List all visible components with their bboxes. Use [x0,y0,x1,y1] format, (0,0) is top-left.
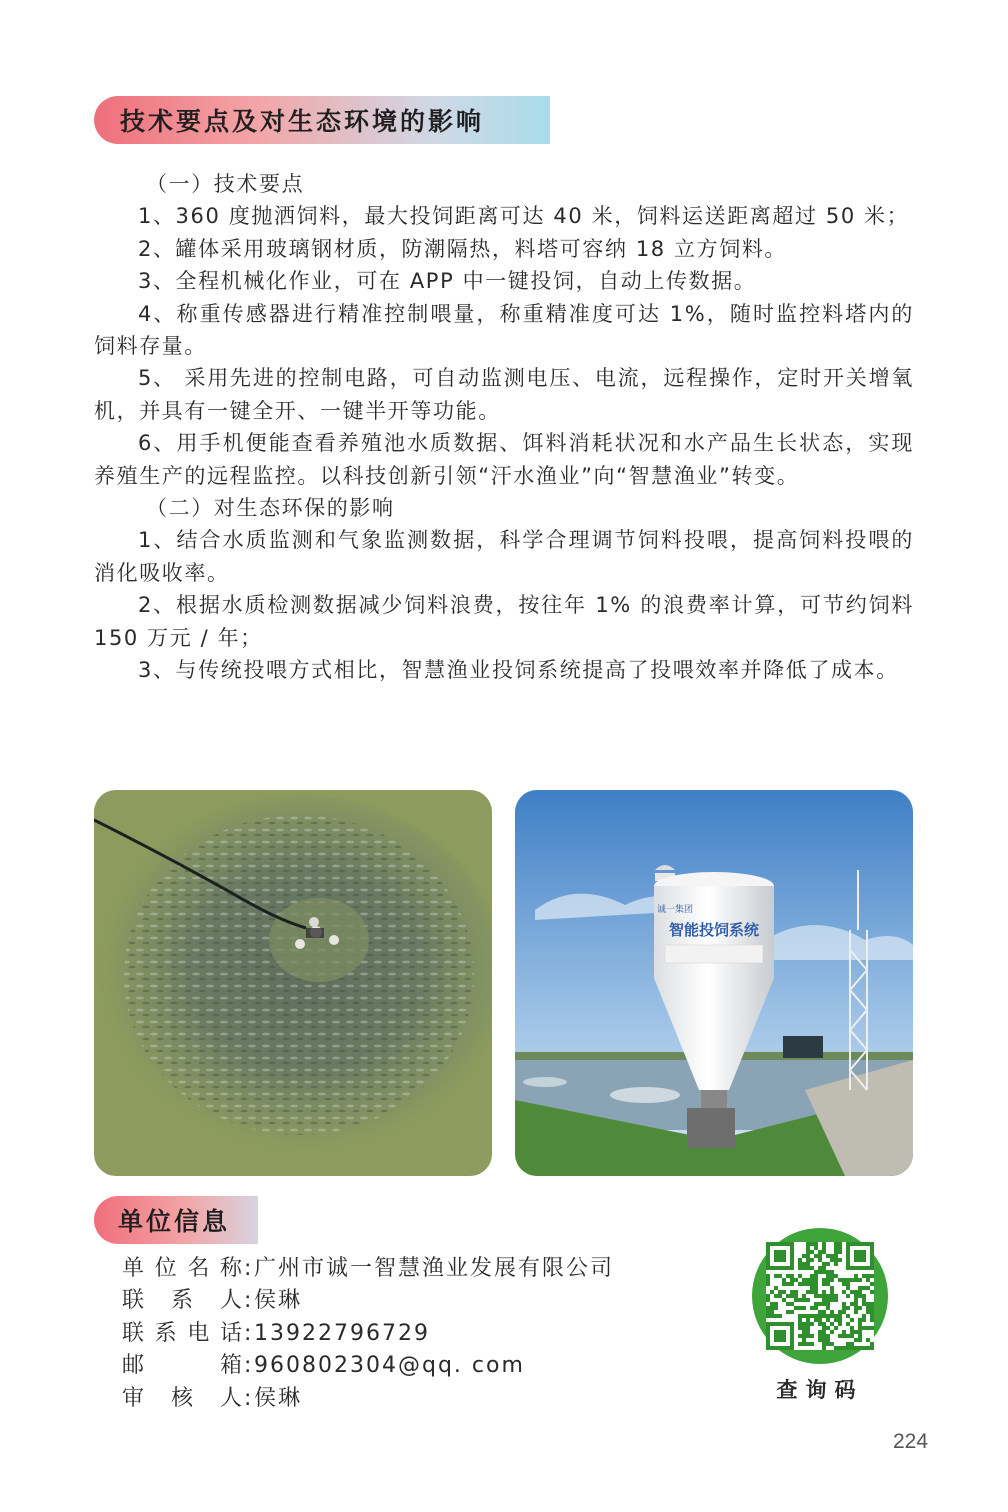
tank-brand: 诚一集团 [656,905,694,915]
info-row-email: 邮箱 : 960802304@qq. com [122,1350,614,1382]
unit-info-banner [94,1196,258,1244]
paragraph: 1、360 度抛洒饲料，最大投饲距离可达 40 米，饲料运送距离超过 50 米； [138,204,910,229]
qr-caption: 查询码 [776,1378,864,1402]
qr-finder-square [766,1322,794,1350]
section-title-banner [94,96,550,144]
info-value: 侯琳 [254,1385,303,1411]
info-value: 侯琳 [254,1288,303,1314]
info-value: 广州市诚一智慧渔业发展有限公司 [254,1256,615,1281]
qr-finder-square [766,1242,794,1270]
info-label: 联系电话 [122,1320,244,1346]
info-value: 13922796729 [254,1320,430,1346]
page-number: 224 [893,1430,929,1453]
paragraph: （二）对生态环保的影响 [146,496,395,521]
info-row-phone: 联系电话 : 13922796729 [122,1318,614,1350]
unit-info [122,1253,614,1415]
info-label: 审核人 [122,1385,244,1411]
unit-info-title: 单位信息 [118,1207,231,1236]
info-label: 单位名称 [122,1256,244,1281]
article-body [94,168,914,687]
paragraph: 6、用手机便能查看养殖池水质数据、饵料消耗状况和水产品生长状态，实现养殖生产的远程监控。以科技创新引领“汗水渔业”向“智慧渔业”转变。 [94,431,914,488]
paragraph: 3、与传统投喂方式相比，智慧渔业投饲系统提高了投喂效率并降低了成本。 [138,658,899,683]
paragraph: （一）技术要点 [146,172,305,196]
paragraph: 3、全程机械化作业，可在 APP 中一键投饲，自动上传数据。 [138,269,757,294]
qr-pattern [766,1242,874,1350]
feeding-tower-photo [515,790,913,1176]
paragraph: 2、罐体采用玻璃钢材质，防潮隔热，料塔可容纳 18 立方饲料。 [138,236,788,261]
paragraph: 1、结合水质监测和气象监测数据，科学合理调节饲料投喂，提高饲料投喂的消化吸收率。 [94,528,914,585]
paragraph: 4、称重传感器进行精准控制喂量，称重精准度可达 1%，随时监控料塔内的饲料存量。 [94,301,914,359]
info-label: 联系人 [122,1288,244,1314]
aerial-fish-photo [94,790,492,1176]
qr-finder-square [846,1242,874,1270]
paragraph: 5、 采用先进的控制电路，可自动监测电压、电流，远程操作，定时开关增氧机，并具有一键全开、一键半开等功能。 [94,366,914,423]
paragraph: 2、根据水质检测数据减少饲料浪费，按往年 1% 的浪费率计算，可节约饲料 150 万元 / 年； [94,593,914,650]
qr-code[interactable] [752,1228,888,1364]
tank-label: 智能投饲系统 [668,921,760,939]
info-row-reviewer: 审核人 : 侯琳 [122,1383,614,1415]
section-title: 技术要点及对生态环境的影响 [120,107,485,136]
info-row-name: 单位名称 : 广州市诚一智慧渔业发展有限公司 [122,1253,614,1285]
info-row-contact: 联系人 : 侯琳 [122,1285,614,1317]
info-label: 邮箱 [122,1353,244,1379]
info-value: 960802304@qq. com [254,1353,525,1379]
